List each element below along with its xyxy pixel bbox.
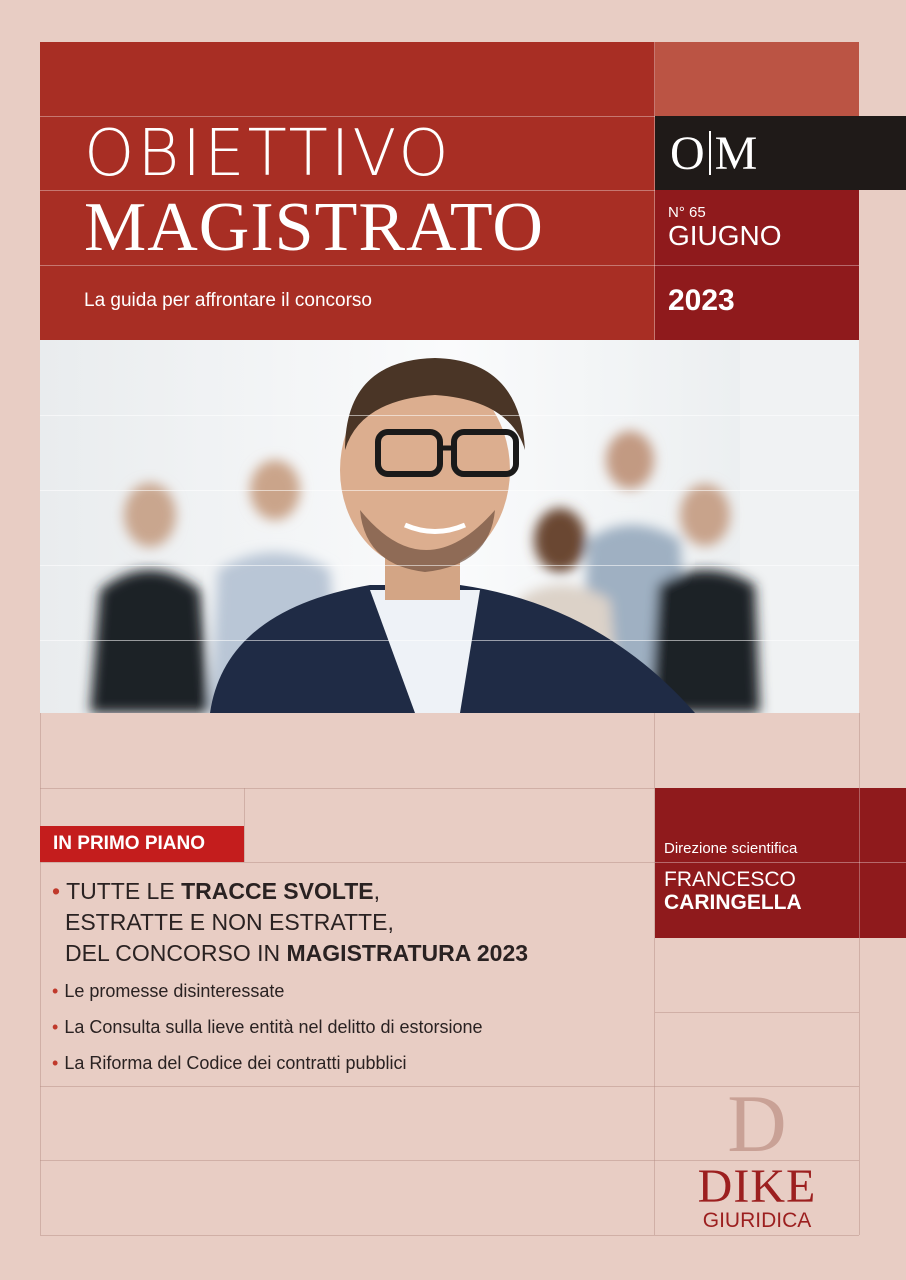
- list-item: [52, 978, 483, 1014]
- headline-text: ,: [373, 878, 380, 904]
- direction-block: [655, 788, 906, 938]
- logo-separator: [709, 131, 711, 175]
- grid-line: [40, 862, 655, 863]
- feature-list: [52, 978, 483, 1086]
- list-item-text: Le promesse disinteressate: [64, 981, 285, 1001]
- list-item-text: La Riforma del Codice dei contratti pubblici: [64, 1053, 407, 1073]
- director-last-name: CARINGELLA: [664, 891, 802, 914]
- direction-divider-vertical: [859, 788, 860, 938]
- headline-text: TUTTE LE: [66, 878, 182, 904]
- logo-letter-o: O: [670, 126, 705, 180]
- direction-divider: [655, 862, 906, 863]
- headline-bold: MAGISTRATURA 2023: [286, 940, 529, 966]
- feature-headline: [52, 876, 528, 969]
- cover-photo: [40, 340, 859, 713]
- headline-line-3: [52, 938, 528, 969]
- photo-grid-line: [40, 640, 859, 641]
- bullet-dot: •: [52, 1017, 59, 1037]
- photo-grid-line: [40, 565, 859, 566]
- issue-year: 2023: [668, 284, 735, 317]
- grid-line: [244, 788, 245, 862]
- bullet-dot: •: [52, 878, 61, 904]
- title-line-2: MAGISTRATO: [84, 189, 544, 266]
- om-logo: [670, 124, 757, 182]
- headline-text: DEL CONCORSO IN: [65, 940, 287, 966]
- tagline: La guida per affrontare il concorso: [84, 290, 372, 311]
- direction-label: Direzione scientifica: [664, 840, 798, 857]
- publisher-name: DIKE: [697, 1160, 817, 1213]
- publisher-mark: D: [727, 1078, 787, 1169]
- title-line-1: OBIETTIVO: [84, 117, 452, 191]
- grid-line: [655, 1012, 859, 1013]
- photo-grid-line: [40, 490, 859, 491]
- director-first-name: FRANCESCO: [664, 868, 796, 891]
- publisher-sub: GIURIDICA: [702, 1209, 812, 1232]
- headline-line-1: [52, 876, 528, 907]
- bullet-dot: •: [52, 981, 59, 1001]
- grid-line: [40, 1235, 859, 1236]
- cover-photo-illustration: [40, 340, 859, 713]
- logo-letter-m: M: [714, 126, 758, 180]
- list-item-text: La Consulta sulla lieve entità nel delitto di estorsione: [64, 1017, 483, 1037]
- issue-number: N° 65: [668, 204, 706, 221]
- grid-line: [40, 713, 41, 1235]
- issue-month: GIUGNO: [668, 220, 782, 251]
- headline-line-2: ESTRATTE E NON ESTRATTE,: [65, 909, 394, 935]
- list-item: [52, 1050, 483, 1086]
- masthead-vertical-divider: [654, 42, 655, 340]
- bullet-dot: •: [52, 1053, 59, 1073]
- photo-grid-line: [40, 415, 859, 416]
- section-label-text: IN PRIMO PIANO: [53, 833, 206, 854]
- list-item: [52, 1014, 483, 1050]
- headline-bold: TRACCE SVOLTE: [181, 878, 374, 904]
- masthead-corner-block: [655, 42, 859, 116]
